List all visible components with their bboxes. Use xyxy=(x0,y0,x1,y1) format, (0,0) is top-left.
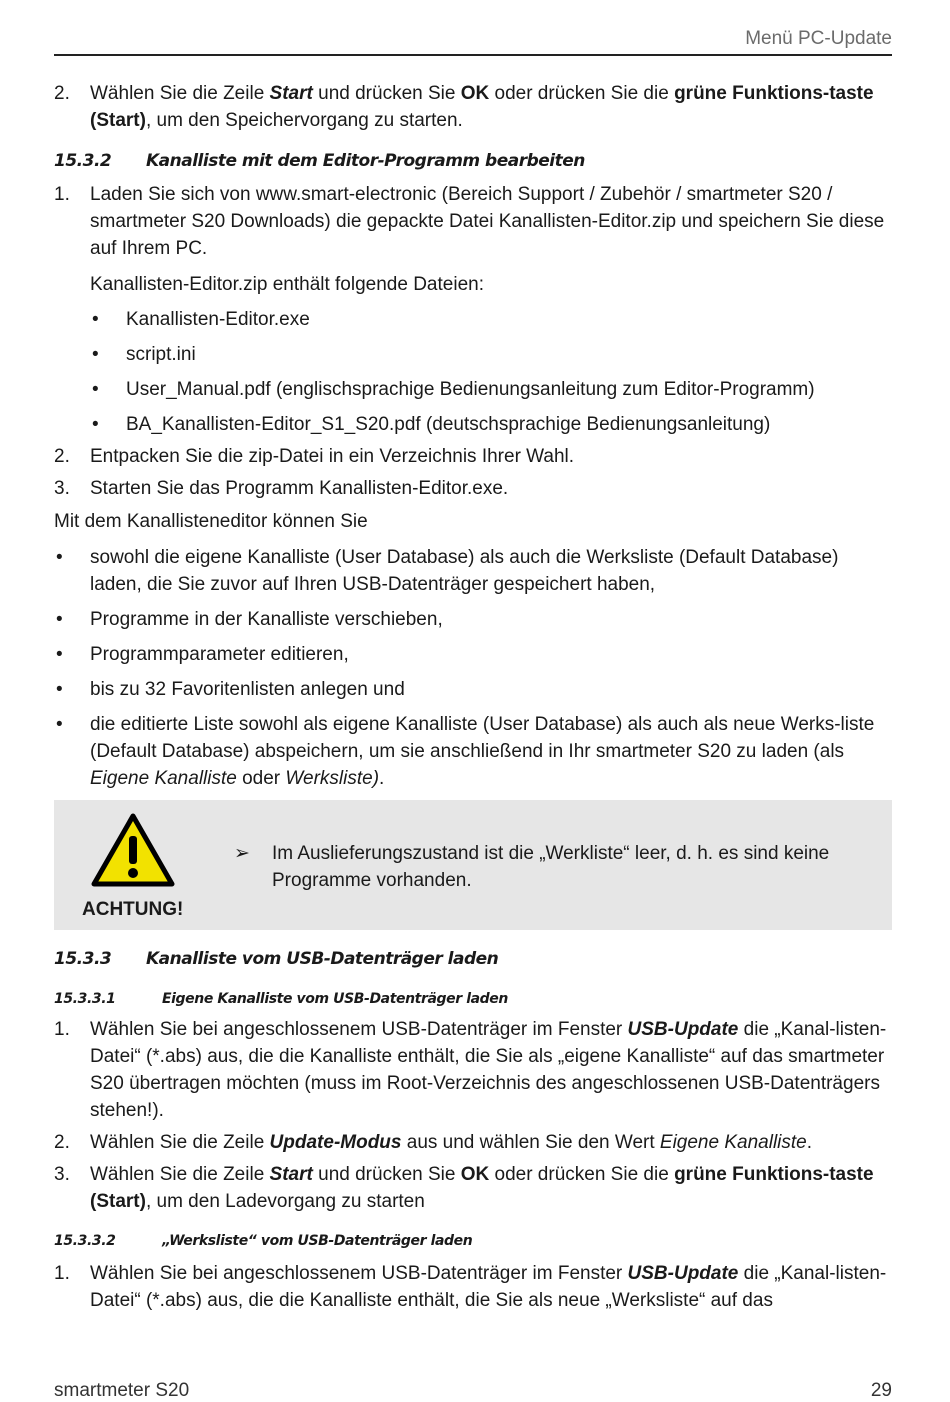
zip-contents-intro: Kanallisten-Editor.zip enthält folgende Dateien: xyxy=(90,274,484,295)
list-item: • script.ini xyxy=(92,344,196,365)
step-start-program: 3. Starten Sie das Programm Kanallisten-Editor.exe. xyxy=(54,478,509,499)
step-save-start: 2. Wählen Sie die Zeile Start und drücken Sie OK oder drücken Sie die grüne Funktions-taste (Start), um den Speichervorgang zu starten. xyxy=(54,80,892,134)
warning-notice-box xyxy=(54,800,892,930)
list-item: • User_Manual.pdf (englischsprachige Bedienungsanleitung zum Editor-Programm) xyxy=(92,379,815,400)
list-item: • Programme in der Kanalliste verschieben, xyxy=(56,609,443,630)
step-unzip: 2. Entpacken Sie die zip-Datei in ein Verzeichnis Ihrer Wahl. xyxy=(54,446,575,467)
footer-product-name: smartmeter S20 xyxy=(54,1380,190,1401)
section-number: 15.3.2 xyxy=(54,151,112,171)
section-title: Eigene Kanalliste vom USB-Datenträger laden xyxy=(162,991,508,1007)
header-rule xyxy=(54,54,892,56)
section-title: „Werksliste“ vom USB-Datenträger laden xyxy=(162,1233,473,1249)
list-item: • Kanallisten-Editor.exe xyxy=(92,309,310,330)
list-item: • BA_Kanallisten-Editor_S1_S20.pdf (deutschsprachige Bedienungsanleitung) xyxy=(92,414,771,435)
list-item: • die editierte Liste sowohl als eigene Kanalliste (User Database) als auch als neue Werks-liste (Default Database) abspeichern, um sie anschließend in Ihr smartmeter S20 zu laden (als Eigene Kanalliste oder Werksliste). xyxy=(56,714,875,789)
page-content xyxy=(54,80,892,1314)
section-title: Kanalliste vom USB-Datenträger laden xyxy=(146,949,499,969)
section-title: Kanalliste mit dem Editor-Programm bearbeiten xyxy=(146,151,585,171)
section-heading-15-3-3 xyxy=(54,946,892,973)
arrow-bullet-icon: ➢ xyxy=(234,843,250,864)
warning-label: ACHTUNG! xyxy=(82,899,184,920)
warning-text: Im Auslieferungszustand ist die „Werkliste“ leer, d. h. es sind keine Programme vorhanden. xyxy=(272,843,830,891)
step-download-zip: 1. Laden Sie sich von www.smart-electronic (Bereich Support / Zubehör / smartmeter S20 / smartmeter S20 Downloads) die gepackte Datei Kanallisten-Editor.zip und speichern Sie diese auf Ihrem PC. xyxy=(54,184,885,259)
section-number: 15.3.3 xyxy=(54,949,112,969)
warning-triangle-icon xyxy=(90,812,176,888)
step-load-start: 3. Wählen Sie die Zeile Start und drücken Sie OK oder drücken Sie die grüne Funktions-taste (Start), um den Ladevorgang zu starten xyxy=(54,1164,874,1212)
subsection-heading-15-3-3-1 xyxy=(54,987,892,1011)
list-item: • bis zu 32 Favoritenlisten anlegen und xyxy=(56,679,405,700)
list-item: • sowohl die eigene Kanalliste (User Database) als auch die Werksliste (Default Database) laden, die Sie zuvor auf Ihren USB-Datenträger gespeichert haben, xyxy=(56,547,839,595)
running-header: Menü PC-Update xyxy=(745,28,892,49)
section-number: 15.3.3.1 xyxy=(54,991,116,1007)
step-select-user-list-file: 1. Wählen Sie bei angeschlossenem USB-Datenträger im Fenster USB-Update die „Kanal-listen-Datei“ (*.abs) aus, die die Kanalliste enthält, die Sie als „eigene Kanalliste“ auf das smartmeter S20 übertragen möchten (muss im Root-Verzeichnis des angeschlossenen USB-Datenträgers stehen!). xyxy=(54,1019,887,1121)
subsection-heading-15-3-3-2 xyxy=(54,1229,892,1253)
section-number: 15.3.3.2 xyxy=(54,1233,116,1249)
list-item: • Programmparameter editieren, xyxy=(56,644,349,665)
step-select-factory-list-file: 1. Wählen Sie bei angeschlossenem USB-Datenträger im Fenster USB-Update die „Kanal-listen-Datei“ (*.abs) aus, die die Kanalliste enthält, die Sie als neue „Werksliste“ auf das xyxy=(54,1263,887,1311)
capabilities-intro: Mit dem Kanallisteneditor können Sie xyxy=(54,511,368,532)
step-update-mode: 2. Wählen Sie die Zeile Update-Modus aus und wählen Sie den Wert Eigene Kanalliste. xyxy=(54,1132,813,1153)
footer-page-number: 29 xyxy=(870,1380,892,1401)
section-heading-15-3-2 xyxy=(54,148,892,175)
step-number: 2. xyxy=(54,83,70,104)
